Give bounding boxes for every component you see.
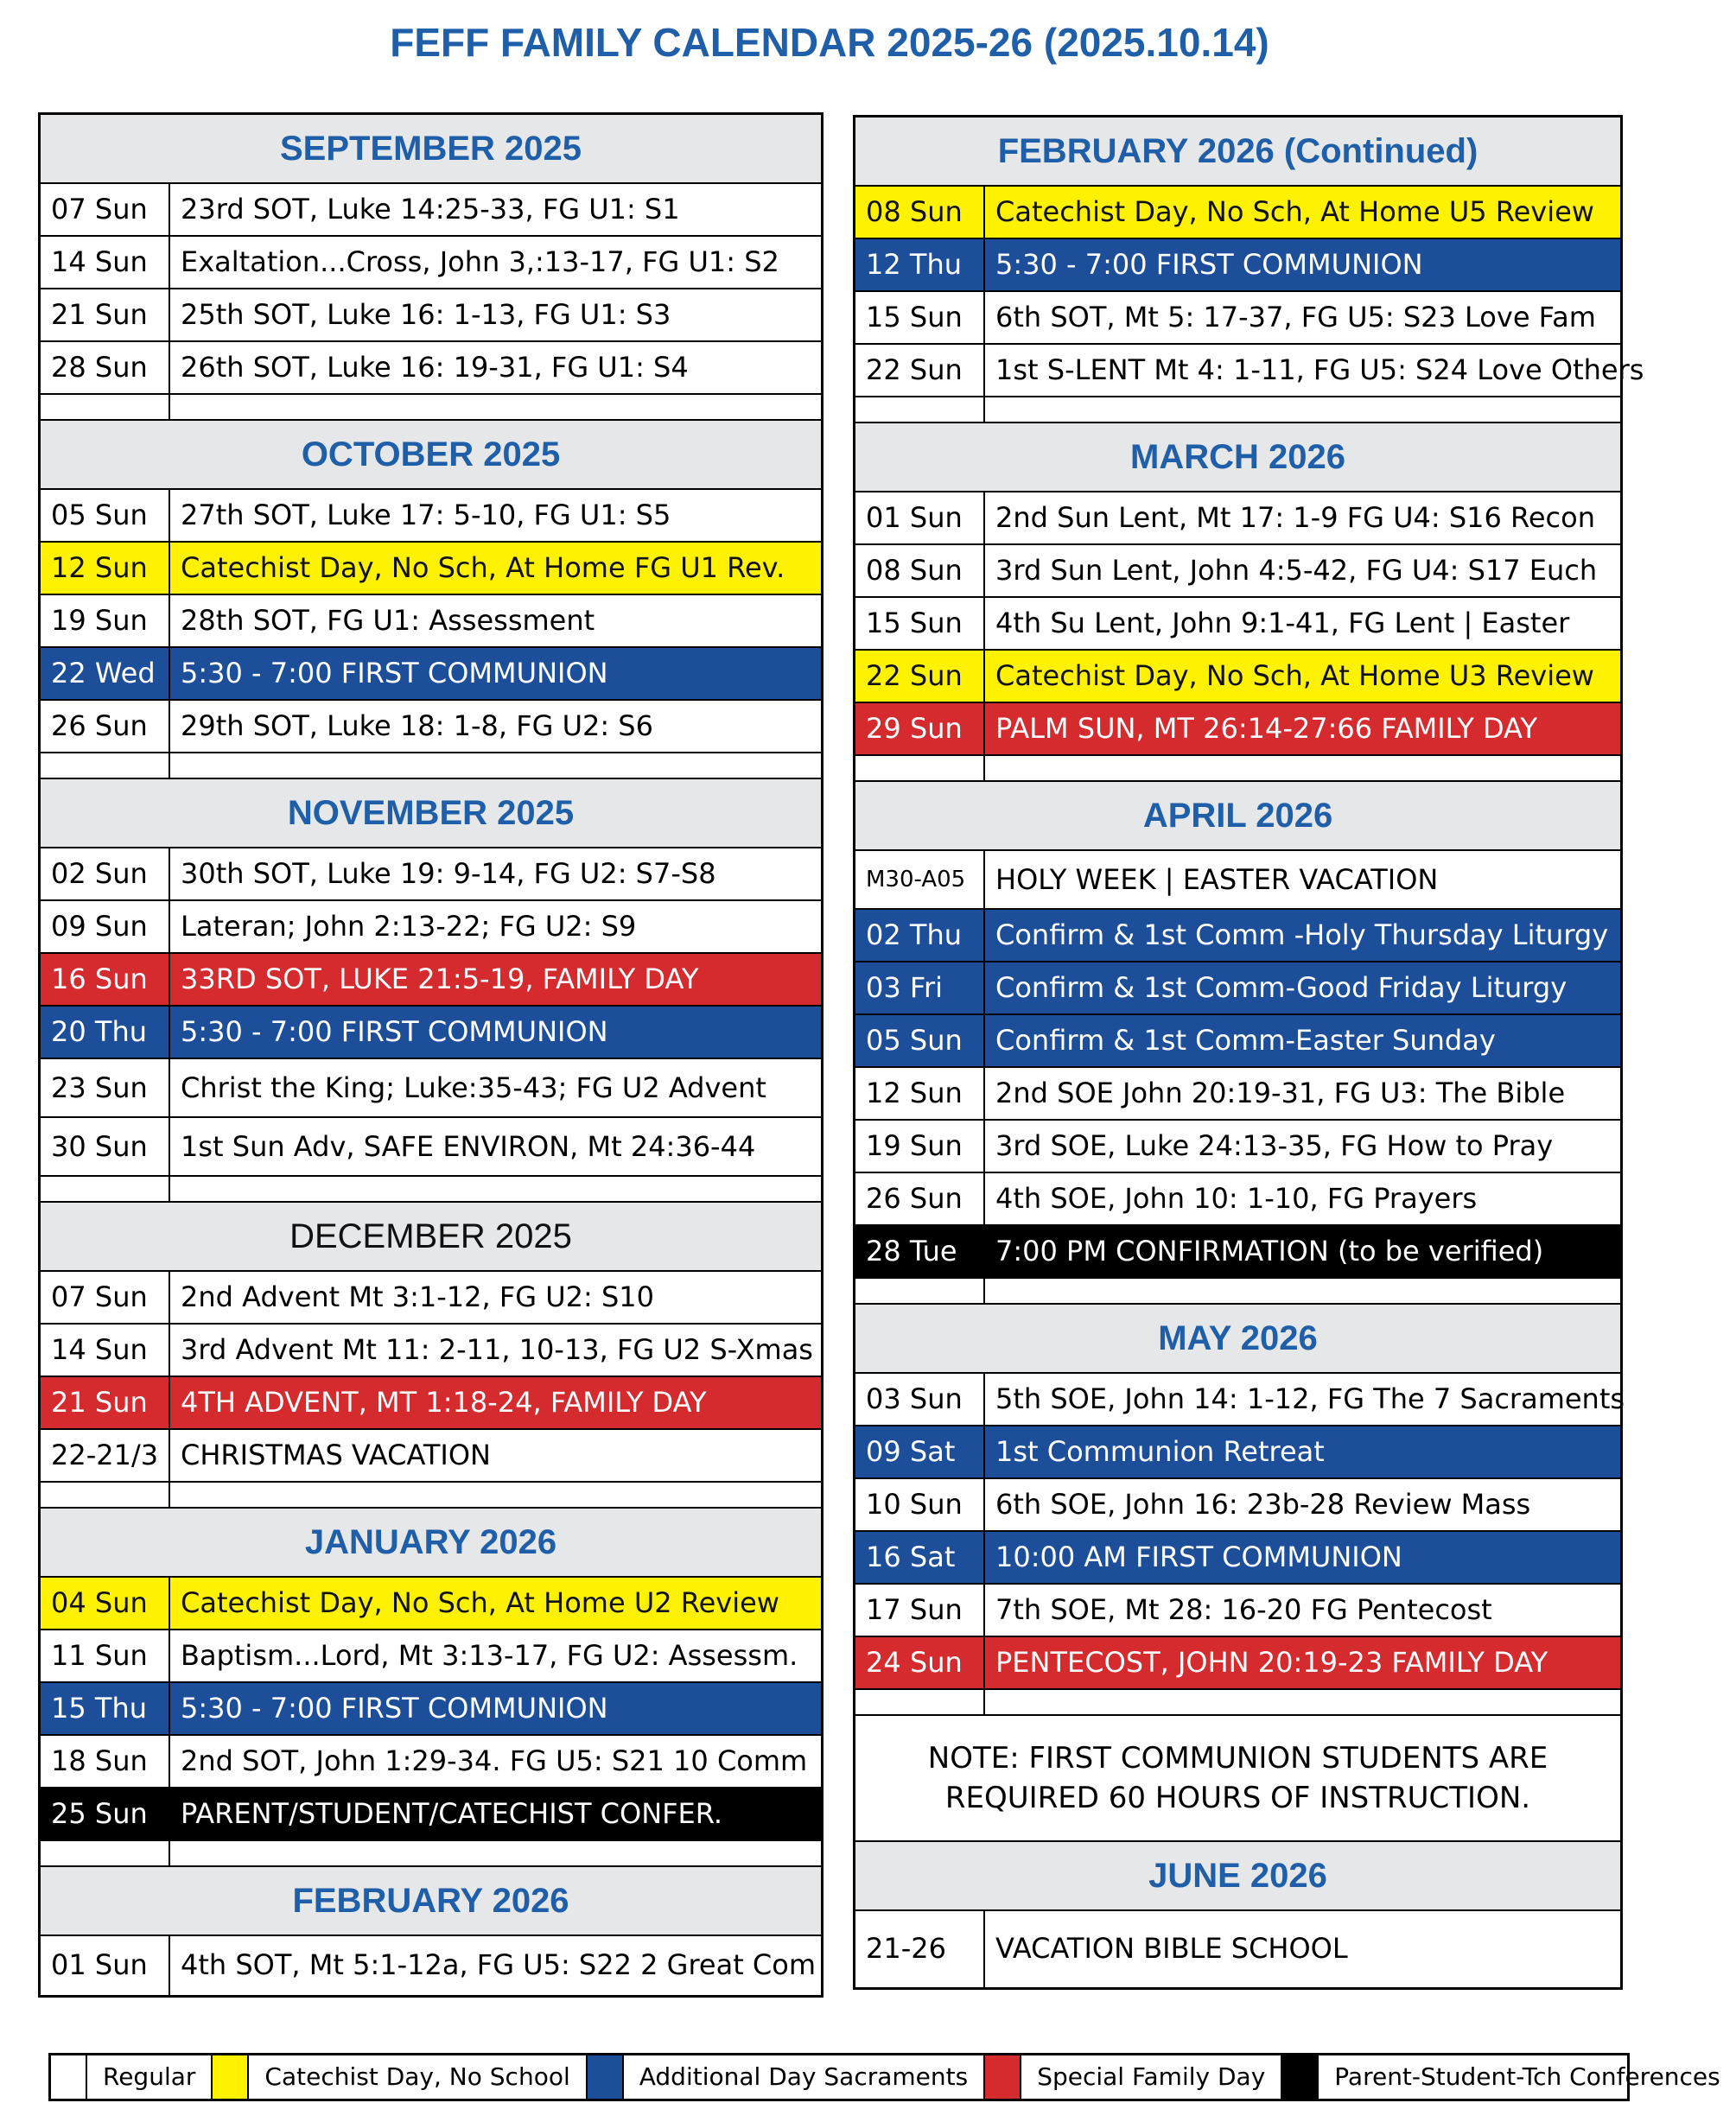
row-date: 19 Sun	[855, 1121, 985, 1172]
row-event: 5:30 - 7:00 FIRST COMMUNION	[181, 657, 608, 689]
calendar-row-catechist-day	[855, 651, 1620, 703]
row-date: 26 Sun	[855, 1173, 985, 1224]
row-event: 1st Sun Adv, SAFE ENVIRON, Mt 24:36-44	[181, 1130, 756, 1163]
calendar-row	[41, 1059, 821, 1118]
row-event	[170, 753, 821, 778]
legend-label: Parent-Student-Tch Conferences	[1334, 2062, 1720, 2091]
row-date	[41, 1841, 170, 1865]
calendar-row	[41, 1630, 821, 1683]
spacer-row	[41, 1483, 821, 1509]
row-event	[170, 1841, 821, 1865]
row-date: 02 Thu	[855, 910, 985, 961]
row-date: 22-21/3	[41, 1430, 170, 1481]
row-event: Catechist Day, No Sch, At Home U5 Review	[995, 195, 1594, 228]
row-event: 2nd SOE John 20:19-31, FG U3: The Bible	[995, 1077, 1566, 1109]
row-date: 18 Sun	[41, 1736, 170, 1787]
row-date	[41, 753, 170, 778]
row-date	[855, 756, 985, 780]
row-event: 4TH ADVENT, MT 1:18-24, FAMILY DAY	[181, 1386, 707, 1419]
calendar-row-catechist-day	[41, 543, 821, 595]
calendar-row	[855, 1374, 1625, 1426]
row-event: 5th SOE, John 14: 1-12, FG The 7 Sacraments	[995, 1382, 1625, 1415]
calendar-row-sacrament	[855, 963, 1620, 1015]
first-communion-note	[855, 1716, 1620, 1842]
row-date: M30-A05	[855, 851, 985, 908]
row-event: 3rd Sun Lent, John 4:5-42, FG U4: S17 Euch	[995, 554, 1598, 587]
row-event: 3rd Advent Mt 11: 2-11, 10-13, FG U2 S-Xmas	[181, 1333, 813, 1366]
row-date	[41, 395, 170, 419]
row-date: 15 Sun	[855, 598, 985, 649]
row-date: 15 Sun	[855, 292, 985, 343]
month-header-april: APRIL 2026	[855, 782, 1620, 851]
calendar-row	[855, 1585, 1620, 1637]
legend-swatch-blue	[588, 2055, 624, 2099]
legend-label: Special Family Day	[1021, 2055, 1282, 2099]
month-header-december: DECEMBER 2025	[41, 1203, 821, 1272]
calendar-row-sacrament	[855, 1015, 1620, 1068]
row-event: 6th SOT, Mt 5: 17-37, FG U5: S23 Love Fam	[995, 301, 1596, 334]
row-event	[985, 1690, 1620, 1714]
calendar-row	[855, 292, 1620, 345]
row-date: 03 Fri	[855, 963, 985, 1013]
calendar-row	[41, 901, 821, 954]
row-event	[985, 397, 1620, 422]
month-header-september: SEPTEMBER 2025	[41, 115, 821, 184]
row-event: PARENT/STUDENT/CATECHIST CONFER.	[181, 1797, 723, 1830]
row-event: Confirm & 1st Comm-Good Friday Liturgy	[995, 971, 1567, 1004]
row-date: 28 Tue	[855, 1226, 985, 1277]
row-date: 14 Sun	[41, 237, 170, 288]
row-date: 12 Sun	[41, 543, 170, 594]
spacer-row	[41, 1841, 821, 1867]
row-event: 4th Su Lent, John 9:1-41, FG Lent | Easter	[995, 607, 1570, 639]
spacer-row	[41, 395, 821, 421]
row-date	[855, 1279, 985, 1303]
month-header-february: FEBRUARY 2026	[41, 1867, 821, 1936]
calendar-row	[855, 1479, 1620, 1532]
row-event: PALM SUN, MT 26:14-27:66 FAMILY DAY	[995, 712, 1537, 745]
row-date: 21-26	[855, 1911, 985, 1987]
month-header-june: JUNE 2026	[855, 1842, 1620, 1911]
calendar-row	[41, 1430, 821, 1483]
row-event: 5:30 - 7:00 FIRST COMMUNION	[181, 1692, 608, 1725]
calendar-row	[855, 598, 1620, 651]
row-event: 2nd Sun Lent, Mt 17: 1-9 FG U4: S16 Recon	[995, 501, 1595, 534]
row-event: 33RD SOT, LUKE 21:5-19, FAMILY DAY	[181, 963, 699, 995]
calendar-row-conference	[41, 1788, 821, 1841]
calendar-row	[41, 1936, 821, 1995]
row-date	[41, 1483, 170, 1507]
legend-label: Catechist Day, No School	[249, 2055, 587, 2099]
page-title: FEFF FAMILY CALENDAR 2025-26 (2025.10.14)	[390, 20, 1269, 65]
row-date	[855, 1690, 985, 1714]
row-date: 07 Sun	[41, 184, 170, 235]
calendar-row	[855, 1911, 1620, 1987]
legend-conferences	[1282, 2055, 1735, 2099]
legend-catechist-day	[213, 2055, 587, 2099]
row-date: 04 Sun	[41, 1578, 170, 1629]
row-date: 05 Sun	[855, 1015, 985, 1066]
row-date: 02 Sun	[41, 848, 170, 899]
month-header-november: NOVEMBER 2025	[41, 779, 821, 848]
row-event: HOLY WEEK | EASTER VACATION	[995, 863, 1439, 896]
calendar-row	[41, 289, 821, 342]
row-date: 10 Sun	[855, 1479, 985, 1530]
legend-label: Additional Day Sacraments	[624, 2055, 985, 2099]
row-date: 24 Sun	[855, 1637, 985, 1688]
month-header-march: MARCH 2026	[855, 423, 1620, 492]
calendar-row	[855, 545, 1620, 598]
row-date: 17 Sun	[855, 1585, 985, 1636]
row-date: 16 Sun	[41, 954, 170, 1005]
row-event: Christ the King; Luke:35-43; FG U2 Advent	[181, 1071, 766, 1104]
row-event	[170, 395, 821, 419]
legend-swatch-black	[1282, 2055, 1319, 2099]
row-date: 28 Sun	[41, 342, 170, 393]
note-line: REQUIRED 60 HOURS OF INSTRUCTION.	[944, 1781, 1531, 1815]
row-date: 21 Sun	[41, 289, 170, 340]
note-line: NOTE: FIRST COMMUNION STUDENTS ARE	[927, 1741, 1548, 1776]
row-event: 1st S-LENT Mt 4: 1-11, FG U5: S24 Love Others	[995, 353, 1644, 386]
row-event: Catechist Day, No Sch, At Home U2 Review	[181, 1586, 779, 1619]
calendar-row-family-day	[855, 703, 1620, 756]
row-event: Exaltation...Cross, John 3,:13-17, FG U1: S2	[181, 245, 779, 278]
row-date: 22 Sun	[855, 345, 985, 396]
row-date: 09 Sun	[41, 901, 170, 952]
row-date: 26 Sun	[41, 701, 170, 752]
row-date: 29 Sun	[855, 703, 985, 754]
row-event: 2nd SOT, John 1:29-34. FG U5: S21 10 Comm	[181, 1744, 808, 1777]
row-event: 1st Communion Retreat	[995, 1435, 1325, 1468]
row-event	[170, 1177, 821, 1201]
calendar-row	[41, 701, 821, 753]
month-header-february-continued: FEBRUARY 2026 (Continued)	[855, 118, 1620, 187]
row-event: Confirm & 1st Comm -Holy Thursday Liturgy	[995, 918, 1609, 951]
row-event: 28th SOT, FG U1: Assessment	[181, 604, 595, 637]
row-date: 14 Sun	[41, 1325, 170, 1375]
row-event: 27th SOT, Luke 17: 5-10, FG U1: S5	[181, 499, 671, 531]
legend-family-day	[985, 2055, 1282, 2099]
calendar-row-family-day	[41, 1377, 821, 1430]
row-event: 30th SOT, Luke 19: 9-14, FG U2: S7-S8	[181, 857, 716, 890]
month-header-may: MAY 2026	[855, 1305, 1620, 1374]
calendar-row-catechist-day	[855, 187, 1620, 239]
row-event: 7:00 PM CONFIRMATION (to be verified)	[995, 1235, 1544, 1267]
row-date	[41, 1177, 170, 1201]
row-event: 5:30 - 7:00 FIRST COMMUNION	[995, 248, 1423, 281]
row-event: 26th SOT, Luke 16: 19-31, FG U1: S4	[181, 351, 689, 384]
spacer-row	[855, 397, 1620, 423]
row-date: 03 Sun	[855, 1374, 985, 1425]
spacer-row	[855, 1690, 1620, 1716]
row-event: 10:00 AM FIRST COMMUNION	[995, 1541, 1402, 1573]
calendar-row	[41, 342, 821, 395]
row-event: 3rd SOE, Luke 24:13-35, FG How to Pray	[995, 1129, 1554, 1162]
legend-label: Regular	[87, 2055, 213, 2099]
row-date: 01 Sun	[41, 1936, 170, 1995]
row-date: 12 Thu	[855, 239, 985, 290]
calendar-row-sacrament	[41, 1683, 821, 1736]
row-event: 23rd SOT, Luke 14:25-33, FG U1: S1	[181, 193, 680, 226]
calendar-row	[41, 184, 821, 237]
row-event: Catechist Day, No Sch, At Home U3 Review	[995, 659, 1594, 692]
row-event: Catechist Day, No Sch, At Home FG U1 Rev.	[181, 551, 785, 584]
row-date: 22 Wed	[41, 648, 170, 699]
row-date	[855, 397, 985, 422]
calendar-row-catechist-day	[41, 1578, 821, 1630]
row-event: PENTECOST, JOHN 20:19-23 FAMILY DAY	[995, 1646, 1548, 1679]
legend-regular	[51, 2055, 213, 2099]
legend-swatch-white	[51, 2055, 87, 2099]
calendar-row	[855, 1173, 1620, 1226]
calendar-row-sacrament	[855, 910, 1620, 963]
row-event: 25th SOT, Luke 16: 1-13, FG U1: S3	[181, 298, 671, 331]
spacer-row	[41, 753, 821, 779]
left-calendar-column	[38, 112, 823, 1998]
row-event: 7th SOE, Mt 28: 16-20 FG Pentecost	[995, 1593, 1492, 1626]
row-date: 07 Sun	[41, 1272, 170, 1323]
calendar-row	[41, 595, 821, 648]
row-event	[985, 756, 1620, 780]
row-event: Lateran; John 2:13-22; FG U2: S9	[181, 910, 637, 943]
row-date: 08 Sun	[855, 187, 985, 238]
row-date: 20 Thu	[41, 1007, 170, 1058]
row-event: 4th SOT, Mt 5:1-12a, FG U5: S22 2 Great Com	[181, 1948, 816, 1981]
row-date: 21 Sun	[41, 1377, 170, 1428]
calendar-row-sacrament	[41, 1007, 821, 1059]
calendar-row-confirmation	[855, 1226, 1620, 1279]
calendar-row	[855, 492, 1620, 545]
legend-swatch-red	[985, 2055, 1021, 2099]
row-date: 09 Sat	[855, 1426, 985, 1477]
calendar-row	[855, 345, 1644, 397]
row-date: 30 Sun	[41, 1118, 170, 1175]
row-date: 12 Sun	[855, 1068, 985, 1119]
calendar-row	[855, 851, 1620, 910]
calendar-row	[41, 490, 821, 543]
row-date: 08 Sun	[855, 545, 985, 596]
row-date: 11 Sun	[41, 1630, 170, 1681]
calendar-row	[41, 1325, 821, 1377]
calendar-row-family-day	[855, 1637, 1620, 1690]
calendar-row	[41, 237, 821, 289]
legend-swatch-yellow	[213, 2055, 249, 2099]
row-event: 4th SOE, John 10: 1-10, FG Prayers	[995, 1182, 1478, 1215]
calendar-row-sacrament	[855, 1426, 1620, 1479]
calendar-row	[41, 848, 821, 901]
row-date: 22 Sun	[855, 651, 985, 702]
row-event: VACATION BIBLE SCHOOL	[995, 1932, 1348, 1965]
row-event: CHRISTMAS VACATION	[181, 1439, 491, 1471]
calendar-row	[41, 1272, 821, 1325]
row-event: 2nd Advent Mt 3:1-12, FG U2: S10	[181, 1280, 654, 1313]
row-date: 01 Sun	[855, 492, 985, 543]
row-date: 15 Thu	[41, 1683, 170, 1734]
calendar-row	[855, 1121, 1620, 1173]
calendar-row	[41, 1118, 821, 1177]
calendar-row	[855, 1068, 1620, 1121]
calendar-row-family-day	[41, 954, 821, 1007]
calendar-row-sacrament	[855, 1532, 1620, 1585]
calendar-row-sacrament	[855, 239, 1620, 292]
row-date: 16 Sat	[855, 1532, 985, 1583]
spacer-row	[855, 756, 1620, 782]
calendar-row-sacrament	[41, 648, 821, 701]
month-header-october: OCTOBER 2025	[41, 421, 821, 490]
row-event: 5:30 - 7:00 FIRST COMMUNION	[181, 1015, 608, 1048]
row-event: 29th SOT, Luke 18: 1-8, FG U2: S6	[181, 709, 653, 742]
right-calendar-column	[853, 115, 1644, 1990]
row-event: Baptism...Lord, Mt 3:13-17, FG U2: Assessm.	[181, 1639, 798, 1672]
legend-sacraments	[588, 2055, 985, 2099]
row-date: 25 Sun	[41, 1788, 170, 1839]
month-header-january: JANUARY 2026	[41, 1509, 821, 1578]
row-event	[985, 1279, 1620, 1303]
spacer-row	[41, 1177, 821, 1203]
calendar-row	[41, 1736, 821, 1788]
color-legend	[48, 2053, 1720, 2101]
row-date: 05 Sun	[41, 490, 170, 541]
row-date: 19 Sun	[41, 595, 170, 646]
row-event: Confirm & 1st Comm-Easter Sunday	[995, 1024, 1496, 1057]
row-event: 6th SOE, John 16: 23b-28 Review Mass	[995, 1488, 1531, 1521]
spacer-row	[855, 1279, 1620, 1305]
row-date: 23 Sun	[41, 1059, 170, 1116]
row-event	[170, 1483, 821, 1507]
